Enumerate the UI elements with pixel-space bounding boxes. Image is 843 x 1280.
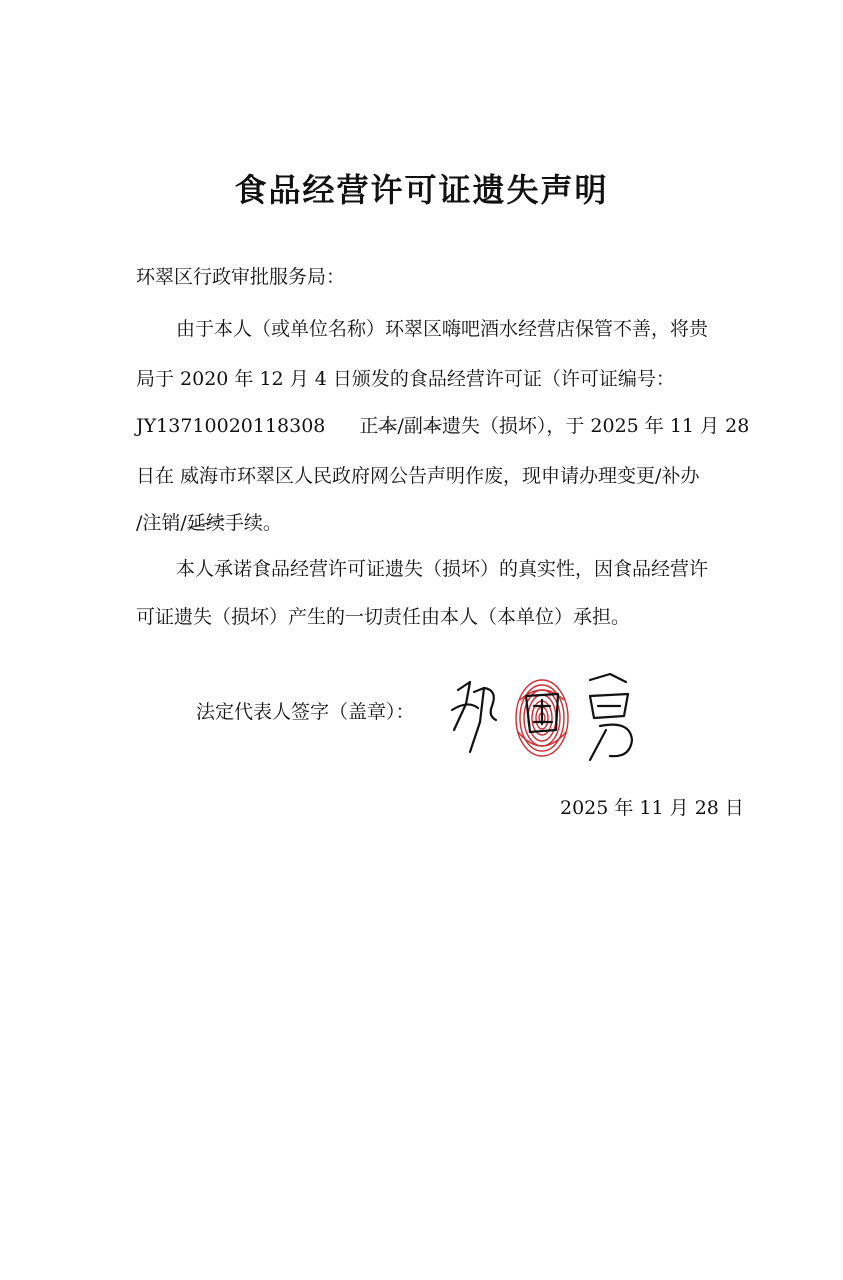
paragraph-1-line-2: 局于 2020 年 12 月 4 日颁发的食品经营许可证（许可证编号： (136, 368, 675, 390)
procedure-suffix: 手续。 (224, 512, 282, 534)
salutation: 环翠区行政审批服务局： (136, 266, 346, 288)
procedure-options: /注销/ (136, 512, 187, 534)
copy-ben-struck: 本 (378, 415, 398, 437)
copy-fu: 副 (403, 415, 423, 437)
paragraph-1-line-1: 由于本人（或单位名称）环翠区嗨吧酒水经营店保管不善，将贵 (176, 318, 709, 340)
license-number: JY13710020118308 (136, 415, 326, 437)
paragraph-1-line-5 (136, 508, 736, 535)
paragraph-1-line-3 (136, 411, 750, 438)
copy-slash: / (397, 415, 404, 437)
renewal-struck: 延续 (186, 512, 225, 534)
paragraph-2-line-1: 本人承诺食品经营许可证遗失（损坏）的真实性，因食品经营许 (176, 558, 709, 580)
copy-zheng: 正 (359, 415, 379, 437)
paragraph-1-line-4: 日在 威海市环翠区人民政府网公告声明作废，现申请办理变更/补办 (136, 465, 700, 487)
copy-ben-struck-2: 本 (422, 415, 442, 437)
handwritten-signature-with-fingerprint (440, 660, 650, 770)
document-date: 2025 年 11 月 28 日 (560, 797, 744, 819)
document-title: 食品经营许可证遗失声明 (234, 171, 609, 209)
lost-text: 遗失（损坏），于 2025 年 11 月 28 (441, 415, 750, 437)
signature-label: 法定代表人签字（盖章）： (196, 701, 415, 723)
paragraph-2-line-2: 可证遗失（损坏）产生的一切责任由本人（本单位）承担。 (136, 606, 631, 628)
